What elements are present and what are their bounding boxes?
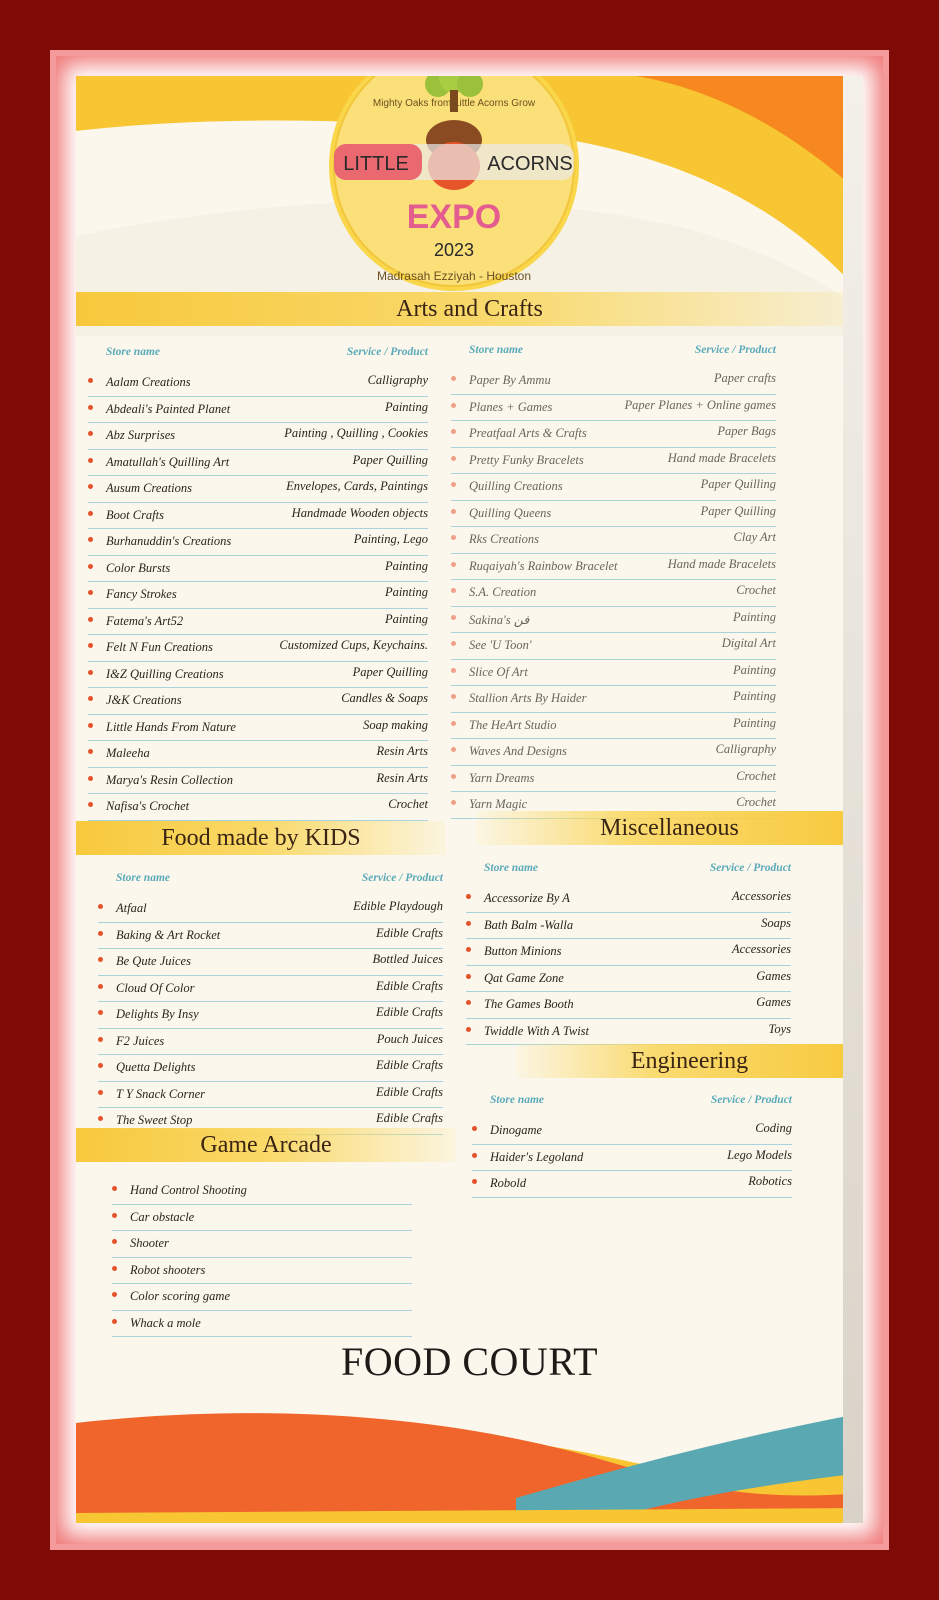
store-name: Shooter	[130, 1236, 169, 1250]
store-name: Quilling Queens	[469, 505, 552, 520]
bullet-icon	[112, 1266, 117, 1271]
bullet-icon	[88, 378, 93, 383]
food-by-kids-list	[98, 896, 443, 1135]
poster-edge	[843, 76, 863, 1523]
list-item	[88, 582, 428, 609]
service-product: Accessories	[731, 942, 791, 956]
store-name-header: Store name	[116, 872, 170, 884]
store-name: Ruqaiyah's Rainbow Bracelet	[469, 558, 618, 573]
bullet-icon	[451, 509, 456, 514]
miscellaneous-banner	[476, 811, 863, 845]
bullet-icon	[98, 1090, 103, 1095]
list-item	[88, 688, 428, 715]
list-item	[451, 395, 776, 422]
bullet-icon	[88, 749, 93, 754]
list-item	[88, 476, 428, 503]
store-name: The Sweet Stop	[116, 1113, 193, 1127]
service-product: Painting, Lego	[353, 532, 428, 546]
arts-right-list	[451, 368, 776, 819]
store-name: Stallion Arts By Haider	[469, 691, 587, 705]
store-name: Aalam Creations	[106, 375, 191, 389]
store-name: Boot Crafts	[106, 507, 164, 522]
service-product: Crochet	[736, 583, 776, 597]
service-product: Coding	[755, 1121, 792, 1135]
store-name: S.A. Creation	[469, 585, 537, 599]
service-product: Envelopes, Cards, Paintings	[286, 479, 428, 493]
list-item	[451, 739, 776, 766]
store-name: Atfaal	[116, 901, 147, 915]
store-name: Amatullah's Quilling Art	[106, 454, 230, 469]
store-name: Fancy Strokes	[106, 587, 177, 601]
list-item	[112, 1284, 412, 1311]
list-item	[88, 768, 428, 795]
list-item	[88, 423, 428, 450]
service-product: Edible Crafts	[375, 1111, 443, 1125]
service-header: Service / Product	[709, 862, 791, 874]
service-product: Edible Playdough	[353, 899, 443, 913]
bullet-icon	[88, 537, 93, 542]
store-name-header: Store name	[484, 862, 538, 874]
store-name: Car obstacle	[130, 1209, 195, 1224]
bullet-icon	[88, 458, 93, 463]
store-name: See 'U Toon'	[469, 638, 532, 652]
service-product: Crochet	[736, 795, 776, 809]
logo-expo-text: EXPO	[406, 198, 502, 236]
service-product: Paper Planes + Online games	[624, 397, 776, 412]
bullet-icon	[451, 588, 456, 593]
store-name: J&K Creations	[106, 693, 182, 707]
service-product: Paper Quilling	[700, 503, 776, 518]
store-name: Robot shooters	[130, 1262, 206, 1277]
list-item	[88, 715, 428, 742]
service-product: Games	[756, 968, 791, 983]
little-acorns-expo-logo	[328, 76, 580, 296]
bullet-icon	[451, 376, 456, 381]
store-name: Bath Balm -Walla	[484, 917, 574, 932]
engineering-banner	[516, 1044, 863, 1078]
bullet-icon	[88, 696, 93, 701]
list-item	[112, 1178, 412, 1205]
store-name: Baking & Art Rocket	[116, 927, 221, 942]
store-name: The HeArt Studio	[469, 717, 557, 732]
list-item	[472, 1118, 792, 1145]
bullet-icon	[451, 456, 456, 461]
game-arcade-title: Game Arcade	[200, 1132, 332, 1158]
service-header: Service / Product	[361, 872, 443, 884]
service-product: Crochet	[736, 768, 776, 783]
service-product: Edible Crafts	[375, 978, 443, 993]
store-name: Button Minions	[484, 944, 562, 958]
store-name: Abdeali's Painted Planet	[106, 401, 231, 416]
bullet-icon	[451, 641, 456, 646]
store-name: Rks Creations	[469, 532, 540, 546]
bullet-icon	[88, 643, 93, 648]
store-name: Preatfaal Arts & Crafts	[469, 426, 587, 440]
bullet-icon	[451, 694, 456, 699]
list-item	[451, 766, 776, 793]
store-name: Quilling Creations	[469, 479, 563, 493]
list-item	[88, 662, 428, 689]
store-name: Fatema's Art52	[106, 613, 184, 628]
service-header: Service / Product	[694, 344, 776, 356]
service-product: Calligraphy	[715, 742, 776, 756]
engineering-title: Engineering	[630, 1048, 749, 1074]
store-name: Yarn Magic	[469, 797, 528, 811]
list-item	[98, 976, 443, 1003]
list-item	[451, 474, 776, 501]
bullet-icon	[466, 1000, 471, 1005]
list-item	[466, 913, 791, 940]
bullet-icon	[88, 617, 93, 622]
store-name: Ausum Creations	[106, 481, 192, 495]
list-item	[88, 397, 428, 424]
service-product: Hand made Bracelets	[667, 556, 776, 571]
bullet-icon	[451, 747, 456, 752]
list-item	[88, 556, 428, 583]
list-item	[451, 448, 776, 475]
store-name: Qat Game Zone	[484, 970, 564, 985]
list-item	[98, 896, 443, 923]
list-item	[472, 1171, 792, 1198]
service-product: Crochet	[388, 797, 428, 811]
bullet-icon	[98, 1037, 103, 1042]
list-item	[472, 1145, 792, 1172]
store-name: Delights By Insy	[116, 1007, 199, 1021]
food-by-kids-column	[98, 872, 443, 1135]
bullet-icon	[88, 431, 93, 436]
logo-year-text: 2023	[433, 240, 475, 260]
service-product: Edible Crafts	[375, 1005, 443, 1019]
service-product: Resin Arts	[376, 770, 428, 785]
list-item	[451, 686, 776, 713]
bullet-icon	[112, 1239, 117, 1244]
list-item	[466, 1019, 791, 1046]
list-item	[451, 527, 776, 554]
store-name: Yarn Dreams	[469, 770, 535, 785]
bullet-icon	[466, 1027, 471, 1032]
store-name: Sakina's فن	[469, 612, 530, 627]
service-product: Paper Quilling	[352, 452, 428, 467]
service-product: Painting , Quilling , Cookies	[284, 426, 428, 440]
arts-and-crafts-title: Arts and Crafts	[396, 296, 543, 322]
service-product: Painting	[732, 689, 776, 703]
bullet-icon	[98, 1116, 103, 1121]
arts-and-crafts-banner	[76, 292, 863, 326]
store-name: Slice Of Art	[469, 664, 528, 679]
bullet-icon	[451, 668, 456, 673]
store-name: Twiddle With A Twist	[484, 1023, 590, 1038]
arts-left-column	[88, 346, 428, 821]
bullet-icon	[88, 670, 93, 675]
store-name: Cloud Of Color	[116, 980, 195, 995]
store-name: Little Hands From Nature	[106, 719, 236, 734]
service-product: Customized Cups, Keychains.	[279, 638, 428, 652]
miscellaneous-column	[466, 862, 791, 1045]
list-item	[466, 992, 791, 1019]
service-product: Edible Crafts	[375, 1084, 443, 1099]
list-item	[451, 421, 776, 448]
bullet-icon	[466, 947, 471, 952]
food-by-kids-banner	[76, 821, 446, 855]
store-name-header: Store name	[106, 346, 160, 358]
game-arcade-banner	[76, 1128, 456, 1162]
bullet-icon	[112, 1213, 117, 1218]
list-item	[466, 966, 791, 993]
store-name: Abz Surprises	[106, 428, 176, 442]
bullet-icon	[451, 800, 456, 805]
service-product: Paper Quilling	[700, 477, 776, 491]
bullet-icon	[112, 1292, 117, 1297]
service-header: Service / Product	[346, 346, 428, 358]
service-product: Games	[756, 995, 791, 1009]
store-name: Be Qute Juices	[116, 954, 191, 968]
bullet-icon	[466, 894, 471, 899]
bullet-icon	[466, 974, 471, 979]
bullet-icon	[88, 564, 93, 569]
list-item	[451, 368, 776, 395]
service-product: Digital Art	[721, 636, 776, 650]
list-item	[451, 660, 776, 687]
store-name-header: Store name	[490, 1094, 544, 1106]
list-item	[451, 713, 776, 740]
service-product: Soaps	[761, 915, 791, 930]
bullet-icon	[451, 721, 456, 726]
list-item	[112, 1205, 412, 1232]
arts-right-column	[451, 344, 776, 819]
store-name: Nafisa's Crochet	[106, 799, 190, 813]
bullet-icon	[451, 615, 456, 620]
service-product: Lego Models	[727, 1147, 792, 1162]
service-product: Painting	[384, 611, 428, 626]
bullet-icon	[451, 562, 456, 567]
list-item	[98, 923, 443, 950]
bullet-icon	[98, 1063, 103, 1068]
service-product: Edible Crafts	[375, 1058, 443, 1072]
list-item	[88, 741, 428, 768]
column-header	[451, 344, 776, 362]
service-product: Paper Quilling	[352, 664, 428, 679]
store-name-header: Store name	[469, 344, 523, 356]
service-product: Accessories	[731, 889, 791, 903]
bullet-icon	[112, 1319, 117, 1324]
column-header	[88, 346, 428, 364]
store-name: Planes + Games	[469, 399, 553, 414]
store-name: Burhanuddin's Creations	[106, 534, 232, 548]
food-by-kids-title: Food made by KIDS	[161, 825, 361, 851]
game-arcade-list	[112, 1178, 412, 1337]
service-product: Painting	[384, 558, 428, 573]
store-name: Marya's Resin Collection	[106, 772, 233, 787]
list-item	[98, 1082, 443, 1109]
service-product: Painting	[732, 609, 776, 624]
list-item	[88, 529, 428, 556]
bullet-icon	[98, 1010, 103, 1015]
service-product: Pouch Juices	[376, 1031, 443, 1046]
service-product: Handmade Wooden objects	[291, 505, 428, 520]
store-name: I&Z Quilling Creations	[106, 666, 224, 681]
bullet-icon	[451, 403, 456, 408]
logo-little-text: LITTLE	[343, 153, 409, 175]
store-name: F2 Juices	[116, 1033, 165, 1048]
bullet-icon	[88, 405, 93, 410]
service-product: Clay Art	[733, 530, 776, 544]
column-header	[472, 1094, 792, 1112]
store-name: Maleeha	[106, 746, 150, 760]
store-name: Color scoring game	[130, 1289, 230, 1303]
bullet-icon	[451, 535, 456, 540]
store-name: The Games Booth	[484, 997, 574, 1011]
service-product: Soap making	[363, 717, 428, 732]
store-name: Whack a mole	[130, 1315, 201, 1330]
bullet-icon	[112, 1186, 117, 1191]
store-name: Accessorize By A	[484, 891, 570, 905]
bullet-icon	[88, 802, 93, 807]
list-item	[88, 370, 428, 397]
column-header	[466, 862, 791, 880]
list-item	[451, 633, 776, 660]
bottom-wave-decoration	[76, 1403, 863, 1523]
service-product: Resin Arts	[376, 744, 428, 758]
service-product: Hand made Bracelets	[667, 450, 776, 465]
store-name: Hand Control Shooting	[130, 1183, 247, 1197]
service-product: Painting	[732, 715, 776, 730]
bullet-icon	[451, 429, 456, 434]
bullet-icon	[451, 482, 456, 487]
list-item	[88, 635, 428, 662]
game-arcade-column	[112, 1172, 412, 1337]
list-item	[98, 1029, 443, 1056]
service-product: Robotics	[748, 1174, 792, 1188]
list-item	[451, 501, 776, 528]
engineering-list	[472, 1118, 792, 1198]
bullet-icon	[98, 984, 103, 989]
service-product: Edible Crafts	[375, 925, 443, 940]
list-item	[98, 1002, 443, 1029]
list-item	[112, 1258, 412, 1285]
service-product: Painting	[384, 585, 428, 599]
engineering-column	[472, 1094, 792, 1198]
store-name: Paper By Ammu	[469, 373, 551, 387]
list-item	[466, 886, 791, 913]
bullet-icon	[88, 776, 93, 781]
bullet-icon	[88, 723, 93, 728]
service-product: Toys	[768, 1021, 791, 1036]
arts-left-list	[88, 370, 428, 821]
bullet-icon	[88, 484, 93, 489]
bullet-icon	[88, 590, 93, 595]
list-item	[88, 794, 428, 821]
bullet-icon	[98, 957, 103, 962]
bullet-icon	[88, 511, 93, 516]
list-item	[112, 1231, 412, 1258]
store-name: Pretty Funky Bracelets	[469, 452, 584, 467]
store-name: Haider's Legoland	[490, 1149, 584, 1164]
list-item	[451, 607, 776, 634]
miscellaneous-list	[466, 886, 791, 1045]
store-name: Waves And Designs	[469, 744, 567, 758]
food-court-heading: FOOD COURT	[340, 1339, 599, 1384]
list-item	[451, 554, 776, 581]
store-name: Robold	[490, 1176, 527, 1190]
service-product: Calligraphy	[367, 373, 428, 387]
store-name: T Y Snack Corner	[116, 1086, 206, 1101]
logo-bottom-text: Madrasah Ezziyah - Houston	[376, 269, 532, 283]
bullet-icon	[472, 1153, 477, 1158]
store-name: Quetta Delights	[116, 1060, 196, 1074]
bullet-icon	[451, 774, 456, 779]
bullet-icon	[466, 921, 471, 926]
list-item	[88, 503, 428, 530]
miscellaneous-title: Miscellaneous	[600, 815, 739, 841]
service-product: Paper Bags	[717, 424, 776, 438]
list-item	[88, 609, 428, 636]
service-product: Paper crafts	[713, 371, 776, 385]
bullet-icon	[98, 904, 103, 909]
service-header: Service / Product	[710, 1094, 792, 1106]
service-product: Painting	[384, 399, 428, 414]
bullet-icon	[98, 931, 103, 936]
list-item	[466, 939, 791, 966]
list-item	[98, 1055, 443, 1082]
store-name: Color Bursts	[106, 560, 171, 575]
service-product: Candles & Soaps	[341, 691, 428, 705]
logo-acorns-text: ACORNS	[487, 153, 573, 175]
bullet-icon	[472, 1126, 477, 1131]
logo-arc-text: Mighty Oaks from Little Acorns Grow	[372, 98, 536, 109]
list-item	[112, 1311, 412, 1338]
list-item	[451, 580, 776, 607]
service-product: Bottled Juices	[372, 952, 443, 966]
column-header	[98, 872, 443, 890]
list-item	[88, 450, 428, 477]
store-name: Dinogame	[490, 1123, 543, 1137]
bullet-icon	[472, 1179, 477, 1184]
expo-poster	[76, 76, 863, 1523]
store-name: Felt N Fun Creations	[106, 640, 213, 654]
service-product: Painting	[732, 662, 776, 677]
list-item	[98, 949, 443, 976]
